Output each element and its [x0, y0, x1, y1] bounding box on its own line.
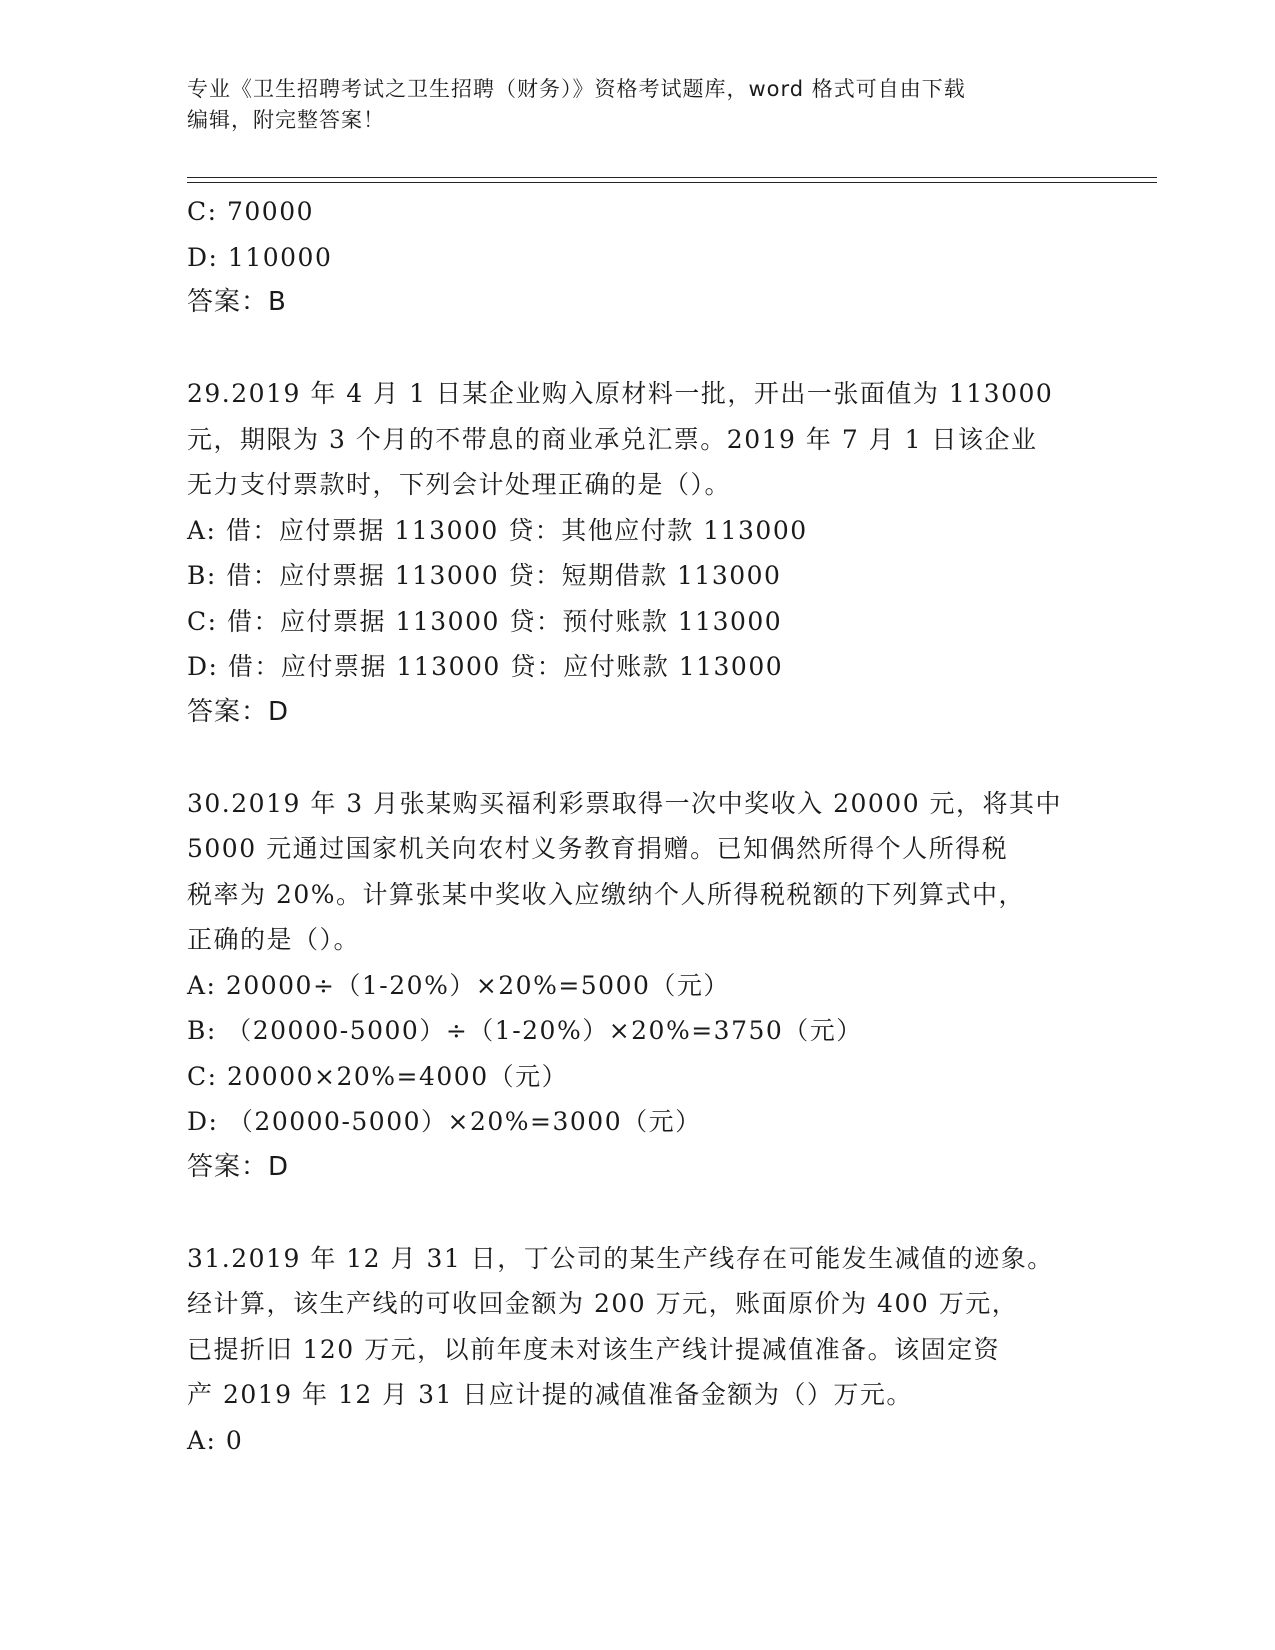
option-b: B: 借：应付票据 113000 贷：短期借款 113000 — [187, 561, 782, 590]
question-stem-line: 正确的是（）。 — [187, 925, 361, 954]
question-stem-line: 5000 元通过国家机关向农村义务教育捐赠。已知偶然所得个人所得税 — [187, 834, 1009, 863]
question-stem-line: 元，期限为 3 个月的不带息的商业承兑汇票。2019 年 7 月 1 日该企业 — [187, 424, 1038, 454]
answer-line: 答案：D — [187, 1151, 290, 1182]
question-31 — [187, 1236, 1087, 1464]
option-a: A: 0 — [187, 1425, 244, 1455]
option-a: A: 借：应付票据 113000 贷：其他应付款 113000 — [187, 515, 808, 545]
document-header — [187, 74, 1087, 136]
question-stem-line: 29.2019 年 4 月 1 日某企业购入原材料一批，开出一张面值为 113000 — [187, 379, 1054, 408]
question-stem-line: 30.2019 年 3 月张某购买福利彩票取得一次中奖收入 20000 元，将其中 — [187, 788, 1063, 818]
header-divider-top — [187, 177, 1157, 178]
question-30 — [187, 781, 1087, 1191]
question-stem-line: 经计算，该生产线的可收回金额为 200 万元，账面原价为 400 万元， — [187, 1289, 1019, 1318]
question-stem-line: 31.2019 年 12 月 31 日，丁公司的某生产线存在可能发生减值的迹象。 — [187, 1243, 1054, 1273]
answer-line: 答案：D — [187, 696, 290, 727]
option-c: C: 70000 — [187, 197, 315, 226]
option-d: D: （20000-5000）×20%=3000（元） — [187, 1107, 702, 1136]
question-28-tail — [187, 189, 1087, 326]
question-29 — [187, 371, 1087, 735]
question-stem-line: 已提折旧 120 万元，以前年度未对该生产线计提减值准备。该固定资 — [187, 1334, 1001, 1364]
header-line-2: 编辑，附完整答案！ — [187, 108, 385, 132]
option-c: C: 20000×20%=4000（元） — [187, 1061, 569, 1091]
spacer — [187, 326, 1087, 372]
question-stem-line: 税率为 20%。计算张某中奖收入应缴纳个人所得税税额的下列算式中， — [187, 879, 1026, 909]
option-d: D: 借：应付票据 113000 贷：应付账款 113000 — [187, 652, 784, 681]
option-a: A: 20000÷（1-20%）×20%=5000（元） — [187, 970, 730, 1000]
header-line-1: 专业《卫生招聘考试之卫生招聘（财务）》资格考试题库，word 格式可自由下载 — [187, 77, 966, 101]
option-b: B: （20000-5000）÷（1-20%）×20%=3750（元） — [187, 1016, 863, 1045]
spacer — [187, 735, 1087, 781]
option-c: C: 借：应付票据 113000 贷：预付账款 113000 — [187, 606, 783, 636]
spacer — [187, 1190, 1087, 1236]
question-stem-line: 无力支付票款时，下列会计处理正确的是（）。 — [187, 470, 732, 499]
question-stem-line: 产 2019 年 12 月 31 日应计提的减值准备金额为（）万元。 — [187, 1380, 913, 1409]
header-divider-bottom — [187, 182, 1157, 183]
question-content — [187, 189, 1087, 1463]
option-d: D: 110000 — [187, 242, 333, 272]
answer-line: 答案：B — [187, 287, 287, 317]
